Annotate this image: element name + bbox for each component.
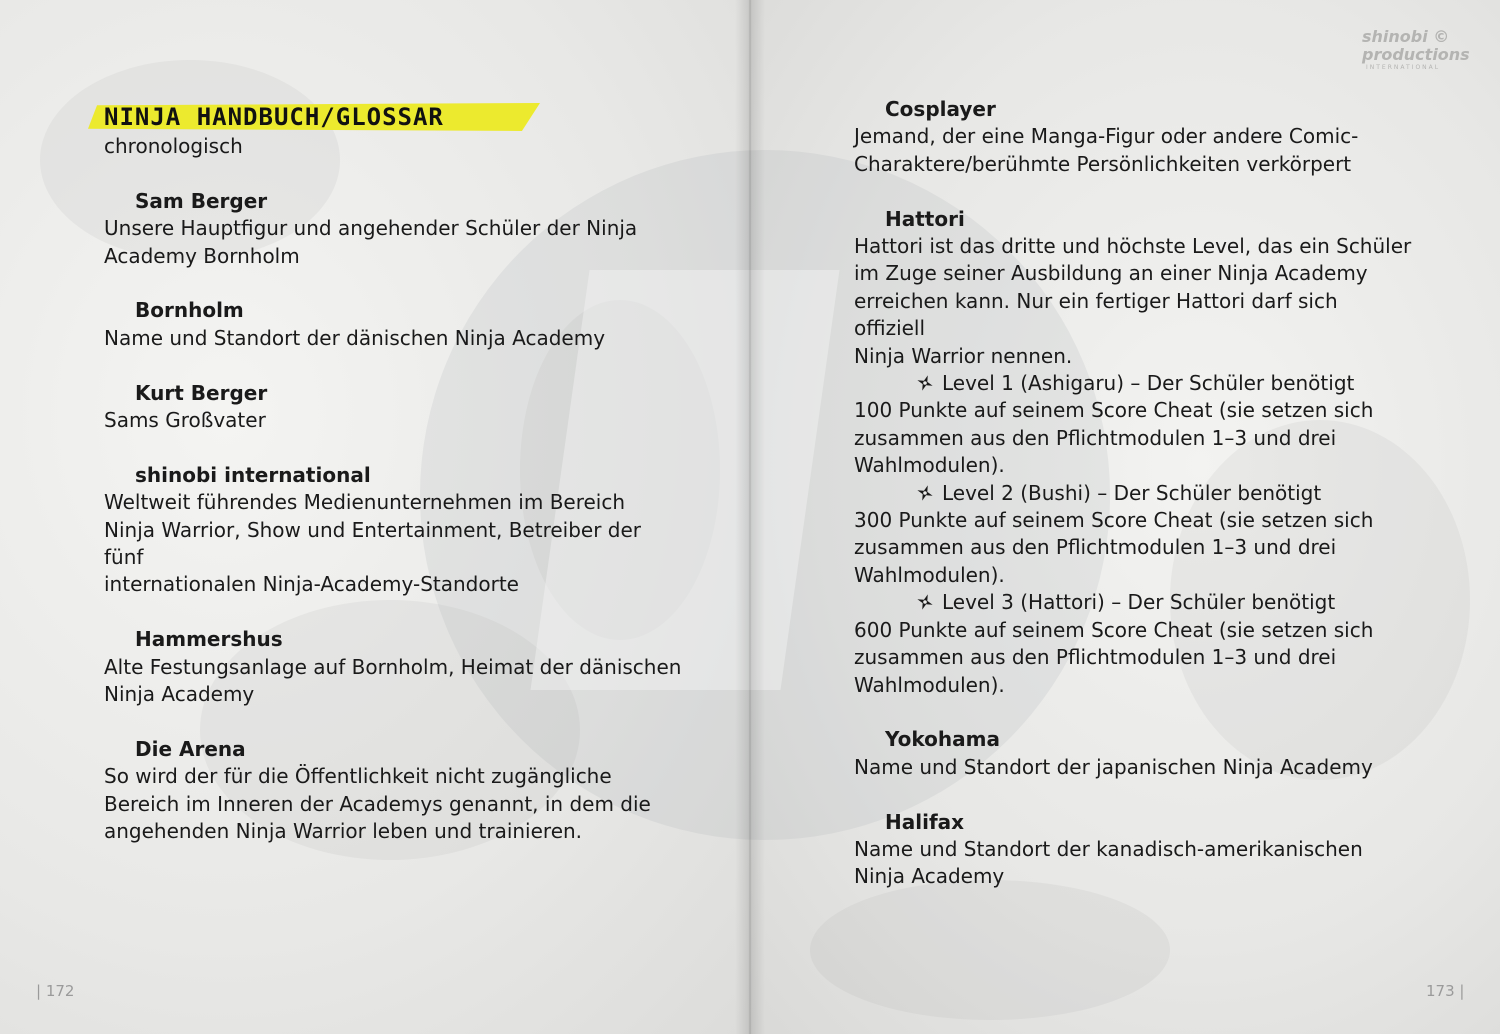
page-number-left: | 172 [36, 982, 75, 1000]
glossary-entry [104, 736, 684, 846]
glossary-definition-line: Jemand, der eine Manga-Figur oder andere Comic- [854, 124, 1359, 149]
glossary-term: Hammershus [135, 627, 283, 652]
level-line: Wahlmodulen). [854, 562, 1005, 587]
glossary-term: Die Arena [135, 736, 246, 761]
glossary-definition-line: Ninja Academy [854, 864, 1005, 889]
glossary-term: Sam Berger [135, 188, 268, 213]
glossary-definition-line: Ninja Warrior nennen. [854, 343, 1073, 368]
glossary-entry [854, 206, 1414, 699]
glossary-entry [854, 96, 1414, 178]
logo-line: shinobi © [1362, 27, 1450, 46]
glossary-term: Hattori [885, 206, 965, 231]
glossary-term: Kurt Berger [135, 380, 268, 405]
glossary-definition-line: Weltweit führendes Medienunternehmen im Bereich [104, 490, 626, 515]
level-heading [854, 370, 1414, 397]
glossary-definition-line: Name und Standort der dänischen Ninja Academy [104, 325, 606, 350]
level-item [854, 370, 1414, 480]
level-line: 600 Punkte auf seinem Score Cheat (sie setzen sich [854, 617, 1374, 642]
level-item [854, 589, 1414, 699]
page-title: NINJA HANDBUCH/GLOSSAR [104, 103, 444, 131]
level-line: 300 Punkte auf seinem Score Cheat (sie setzen sich [854, 508, 1374, 533]
glossary-definition-line: Alte Festungsanlage auf Bornholm, Heimat der dänischen [104, 654, 682, 679]
glossary-entry [104, 626, 684, 708]
right-column [854, 96, 1414, 918]
glossary-term: Yokohama [885, 727, 1000, 752]
level-line: Wahlmodulen). [854, 453, 1005, 478]
level-heading-text: Level 2 (Bushi) – Der Schüler benötigt [942, 480, 1322, 505]
level-heading-text: Level 1 (Ashigaru) – Der Schüler benötigt [942, 371, 1355, 396]
level-item [854, 480, 1414, 590]
glossary-definition-line: Ninja Warrior, Show und Entertainment, Betreiber der fünf [104, 517, 642, 570]
glossary-definition-line: Name und Standort der kanadisch-amerikanischen [854, 836, 1363, 861]
logo-line: productions [1362, 45, 1470, 64]
glossary-definition-line: Unsere Hauptfigur und angehender Schüler der Ninja [104, 216, 638, 241]
subtitle-block [104, 133, 684, 160]
heading-banner [88, 101, 540, 133]
glossary-entry [104, 188, 684, 270]
glossary-definition-line: Sams Großvater [104, 408, 266, 433]
level-line: Wahlmodulen). [854, 672, 1005, 697]
glossary-entry [104, 462, 684, 599]
glossary-entry [104, 380, 684, 435]
subtitle: chronologisch [104, 134, 243, 158]
level-line: 100 Punkte auf seinem Score Cheat (sie setzen sich [854, 398, 1374, 423]
glossary-definition-line: Name und Standort der japanischen Ninja Academy [854, 754, 1373, 779]
logo-line: INTERNATIONAL [1366, 64, 1441, 71]
glossary-definition-line: erreichen kann. Nur ein fertiger Hattori darf sich offiziell [854, 288, 1338, 341]
level-line: zusammen aus den Pflichtmodulen 1–3 und drei [854, 425, 1337, 450]
glossary-entry [854, 809, 1414, 891]
level-heading [854, 480, 1414, 507]
shuriken-icon [916, 374, 934, 392]
glossary-definition-line: Ninja Academy [104, 682, 255, 707]
left-column [104, 133, 684, 873]
publisher-logo [1362, 28, 1472, 78]
glossary-definition-line: Hattori ist das dritte und höchste Level, das ein Schüler [854, 234, 1412, 259]
glossary-definition-line: angehenden Ninja Warrior leben und trainieren. [104, 819, 583, 844]
glossary-definition-line: Bereich im Inneren der Academys genannt, in dem die [104, 791, 651, 816]
glossary-term: shinobi international [135, 462, 371, 487]
glossary-term: Bornholm [135, 298, 244, 323]
shuriken-icon [916, 484, 934, 502]
glossary-term: Cosplayer [885, 97, 996, 121]
glossary-definition-line: internationalen Ninja-Academy-Standorte [104, 572, 519, 597]
glossary-entry [104, 297, 684, 352]
glossary-entry [854, 726, 1414, 781]
glossary-definition-line: Academy Bornholm [104, 243, 300, 268]
glossary-definition-line: im Zuge seiner Ausbildung an einer Ninja Academy [854, 261, 1368, 286]
book-gutter [735, 0, 765, 1034]
level-heading-text: Level 3 (Hattori) – Der Schüler benötigt [942, 590, 1336, 615]
level-line: zusammen aus den Pflichtmodulen 1–3 und drei [854, 535, 1337, 560]
shuriken-icon [916, 593, 934, 611]
glossary-term: Halifax [885, 809, 965, 834]
level-heading [854, 589, 1414, 616]
level-line: zusammen aus den Pflichtmodulen 1–3 und drei [854, 645, 1337, 670]
glossary-definition-line: So wird der für die Öffentlichkeit nicht zugängliche [104, 764, 612, 789]
glossary-definition-line: Charaktere/berühmte Persönlichkeiten verkörpert [854, 151, 1352, 176]
page-number-right: 173 | [1426, 982, 1465, 1000]
